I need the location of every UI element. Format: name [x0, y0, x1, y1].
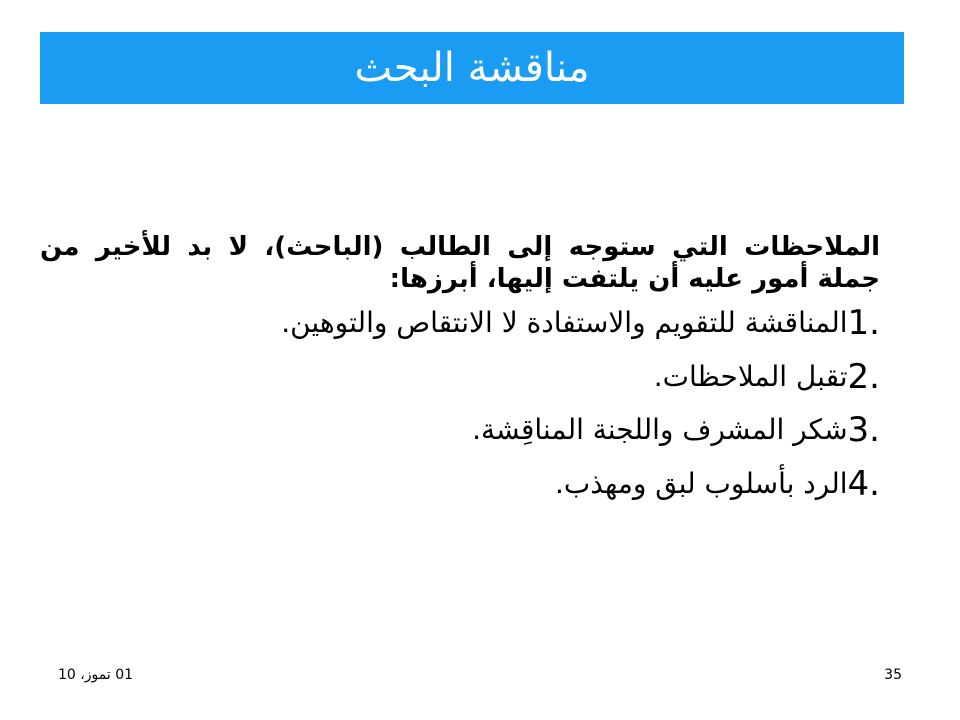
list-text: المناقشة للتقويم والاستفادة لا الانتقاص والتوهين. — [281, 306, 848, 340]
list-item-3 — [40, 412, 880, 449]
list-item-2 — [40, 356, 880, 397]
list-item-4 — [40, 463, 880, 504]
list-number: 1. — [847, 303, 880, 344]
slide-title: مناقشة البحث — [354, 45, 590, 91]
list-text: الرد بأسلوب لبق ومهذب. — [555, 466, 848, 500]
points-list — [40, 305, 880, 503]
footer-date: 01 تموز، 10 — [58, 667, 134, 683]
title-bar — [40, 32, 904, 104]
page-number: 35 — [884, 667, 902, 683]
list-text: شكر المشرف واللجنة المناقِشة. — [472, 413, 848, 447]
slide-content — [40, 232, 880, 519]
list-number: 2. — [847, 356, 880, 397]
list-text: تقبل الملاحظات. — [653, 359, 848, 393]
list-item-1 — [40, 305, 880, 342]
intro-paragraph: الملاحظات التي ستوجه إلى الطالب (الباحث)، لا بد للأخير من جملة أمور عليه أن يلتفت إليها، أبرزها: — [40, 232, 880, 294]
list-number: 3. — [847, 410, 880, 451]
list-number: 4. — [847, 463, 880, 504]
